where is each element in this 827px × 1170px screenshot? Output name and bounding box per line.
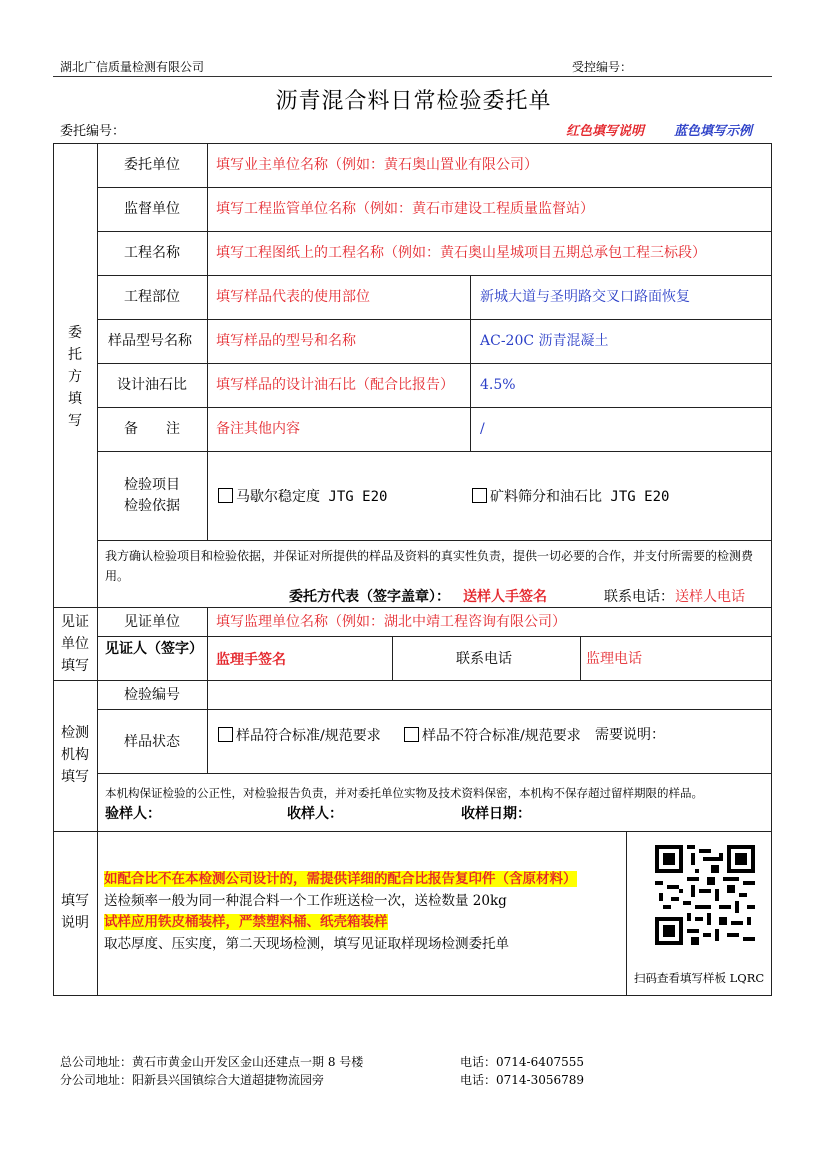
row-divider <box>97 540 772 541</box>
qr-caption: 扫码查看填写样板 LQRC <box>634 971 765 985</box>
inspector-label: 验样人： <box>105 806 161 822</box>
witness-col-divider <box>392 636 393 680</box>
receive-date-label: 收样日期： <box>461 806 531 822</box>
witness-person-label: 见证人（签字） <box>105 641 203 657</box>
note-line-1 <box>104 871 577 887</box>
row-divider <box>97 275 772 276</box>
oil-ratio-example: 4.5% <box>480 377 516 393</box>
client-declaration: 我方确认检验项目和检验依据，并保证对所提供的样品及资料的真实性负责，提供一切必要的合作，并支付所需要的检测费用。 <box>105 549 754 583</box>
row-divider <box>97 187 772 188</box>
test-number-label: 检验编号 <box>124 687 180 703</box>
checkbox-icon[interactable] <box>218 488 233 503</box>
status-option-noncompliant-label: 样品不符合标准/规范要求 <box>422 728 581 744</box>
supervise-unit-label: 监督单位 <box>124 201 180 217</box>
header-divider <box>53 76 772 77</box>
note-line-3-text: 试样应用铁皮桶装样，严禁塑料桶、纸壳箱装样 <box>104 914 388 930</box>
project-part-label: 工程部位 <box>124 289 180 305</box>
section-column-divider <box>97 143 98 996</box>
commission-number-label: 委托编号： <box>60 124 126 139</box>
test-option-marshall-label: 马歇尔稳定度 JTG E20 <box>236 489 388 505</box>
client-rep-label: 委托方代表（签字盖章）： <box>289 589 450 605</box>
section-label-char: 填写 <box>61 658 89 674</box>
section-label-char: 见证 <box>61 614 89 630</box>
page-title: 沥青混合料日常检验委托单 <box>275 89 552 114</box>
table-border-right <box>771 143 772 996</box>
table-border-bottom <box>53 995 772 996</box>
sample-model-label: 样品型号名称 <box>108 333 192 349</box>
client-phone-label: 联系电话： <box>604 589 674 605</box>
section-label-char: 委 <box>68 325 82 341</box>
header-control-number: 受控编号： <box>572 60 633 74</box>
test-option-sieve[interactable] <box>472 488 669 505</box>
footer-hq-phone: 电话：0714-6407555 <box>460 1055 585 1069</box>
table-border-left <box>53 143 54 996</box>
client-rep-signature[interactable]: 送样人手签名 <box>463 589 547 605</box>
section-label-char: 机构 <box>61 747 89 763</box>
section-divider <box>53 607 772 608</box>
project-part-example: 新城大道与圣明路交叉口路面恢复 <box>480 289 690 305</box>
witness-signature-field[interactable]: 监理手签名 <box>216 652 286 668</box>
test-option-marshall[interactable] <box>218 488 387 505</box>
section-label-char: 填写 <box>61 893 89 909</box>
lab-guarantee: 本机构保证检验的公正性，对检验报告负责，并对委托单位实物及技术资料保密，本机构不保存超过留样期限的样品。 <box>105 786 703 800</box>
client-phone-field[interactable]: 送样人电话 <box>675 589 745 605</box>
row-divider <box>97 363 772 364</box>
row-divider <box>97 451 772 452</box>
remark-label: 备 注 <box>124 421 180 437</box>
note-line-2: 送检频率一般为同一种混合料一个工作班送检一次，送检数量 20kg <box>104 893 507 909</box>
row-divider <box>97 319 772 320</box>
row-divider <box>97 773 772 774</box>
test-option-sieve-label: 矿料筛分和油石比 JTG E20 <box>490 489 670 505</box>
section-label-char: 托 <box>68 347 82 363</box>
witness-col-divider <box>580 636 581 680</box>
oil-ratio-label: 设计油石比 <box>117 377 187 393</box>
test-items-label: 检验项目 <box>124 477 180 493</box>
client-unit-field[interactable]: 填写业主单位名称（例如：黄石奥山置业有限公司） <box>216 157 538 173</box>
client-unit-label: 委托单位 <box>124 157 180 173</box>
project-part-field[interactable]: 填写样品代表的使用部位 <box>216 289 370 305</box>
label-column-divider <box>207 143 208 540</box>
section-divider <box>53 680 772 681</box>
remark-field[interactable]: 备注其他内容 <box>216 421 300 437</box>
witness-phone-field[interactable]: 监理电话 <box>586 651 642 667</box>
footer-branch-phone: 电话：0714-3056789 <box>460 1073 585 1087</box>
footer-branch-address: 分公司地址：阳新县兴国镇综合大道超捷物流园旁 <box>60 1073 325 1087</box>
checkbox-icon[interactable] <box>218 727 233 742</box>
qr-code-icon[interactable] <box>655 845 755 945</box>
table-border-top <box>53 143 772 144</box>
note-line-4: 取芯厚度、压实度，第二天现场检测，填写见证取样现场检测委托单 <box>104 936 509 952</box>
status-note-label: 需要说明： <box>595 727 665 743</box>
section-label-char: 填 <box>68 391 82 407</box>
status-option-compliant[interactable] <box>218 727 381 744</box>
witness-unit-label: 见证单位 <box>124 614 180 630</box>
row-divider <box>97 407 772 408</box>
note-line-1-text: 如配合比不在本检测公司设计的，需提供详细的配合比报告复印件（含原材料） <box>104 871 577 887</box>
legend-blue: 蓝色填写示例 <box>674 124 753 139</box>
project-name-field[interactable]: 填写工程图纸上的工程名称（例如：黄石奥山星城项目五期总承包工程三标段） <box>216 245 706 261</box>
witness-unit-field[interactable]: 填写监理单位名称（例如：湖北中靖工程咨询有限公司） <box>216 614 566 630</box>
section-label-char: 写 <box>68 413 82 429</box>
status-option-noncompliant[interactable] <box>404 727 581 744</box>
section-label-char: 方 <box>68 369 82 385</box>
qr-column-divider <box>626 831 627 996</box>
section-label-char: 单位 <box>61 636 89 652</box>
checkbox-icon[interactable] <box>404 727 419 742</box>
test-basis-label: 检验依据 <box>124 498 180 514</box>
section-label-char: 填写 <box>61 769 89 785</box>
witness-phone-label: 联系电话 <box>456 651 512 667</box>
status-option-compliant-label: 样品符合标准/规范要求 <box>236 728 381 744</box>
note-line-3 <box>104 914 388 930</box>
section-divider <box>53 831 772 832</box>
section-label-char: 说明 <box>61 915 89 931</box>
receiver-label: 收样人： <box>287 806 343 822</box>
label-column-divider-2 <box>207 607 208 680</box>
sample-status-label: 样品状态 <box>124 734 180 750</box>
footer-hq-address: 总公司地址：黄石市黄金山开发区金山还建点一期 8 号楼 <box>60 1055 364 1069</box>
header-company: 湖北广信质量检测有限公司 <box>60 60 205 74</box>
row-divider <box>97 231 772 232</box>
row-divider <box>97 636 772 637</box>
oil-ratio-field[interactable]: 填写样品的设计油石比（配合比报告） <box>216 377 454 393</box>
section-label-char: 检测 <box>61 725 89 741</box>
sample-model-field[interactable]: 填写样品的型号和名称 <box>216 333 356 349</box>
legend-red: 红色填写说明 <box>566 124 645 139</box>
sample-model-example: AC-20C 沥青混凝土 <box>480 333 609 349</box>
supervise-unit-field[interactable]: 填写工程监管单位名称（例如：黄石市建设工程质量监督站） <box>216 201 594 217</box>
remark-example: / <box>480 421 485 437</box>
checkbox-icon[interactable] <box>472 488 487 503</box>
project-name-label: 工程名称 <box>124 245 180 261</box>
